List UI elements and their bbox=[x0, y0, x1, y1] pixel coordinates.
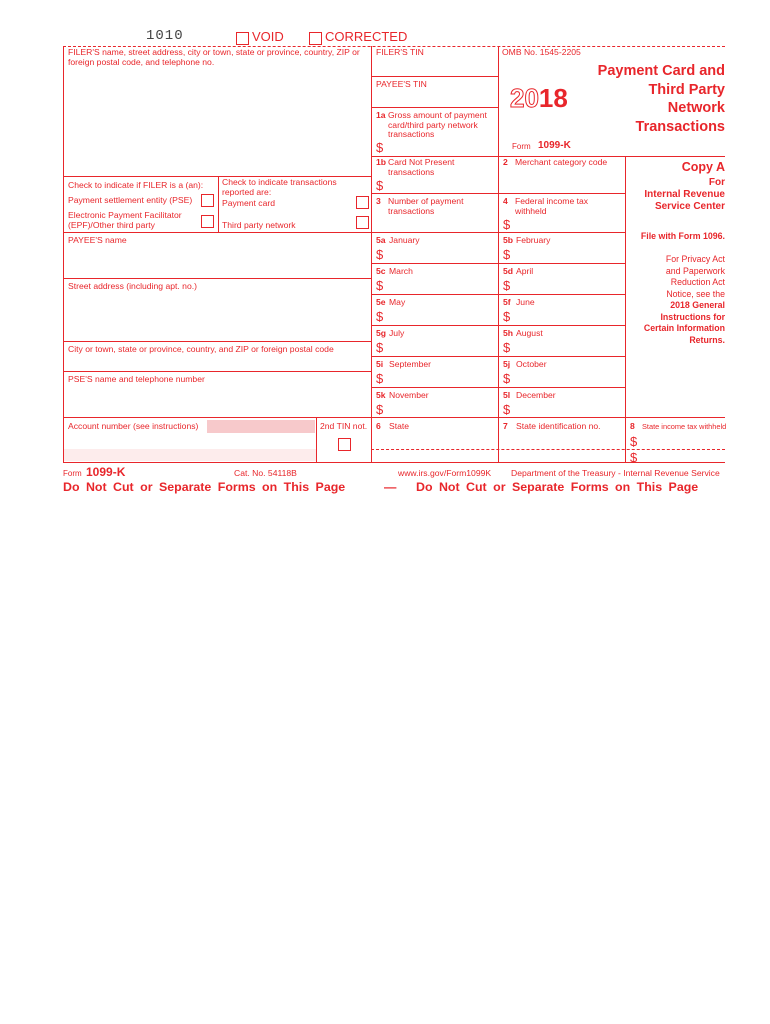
privacy-1: For Privacy Act bbox=[665, 254, 725, 264]
box-5g-number: 5g bbox=[376, 328, 387, 338]
box-5f-dollar: $ bbox=[503, 309, 511, 324]
box-5k-field[interactable] bbox=[388, 402, 496, 416]
box-1a-label: Gross amount of payment card/third party network transactions bbox=[388, 110, 487, 140]
account-number-underlay bbox=[64, 449, 316, 461]
box-7-number: 7 bbox=[503, 421, 508, 431]
footer-form-word: Form bbox=[63, 469, 82, 478]
title-line-1: Payment Card and bbox=[597, 63, 725, 79]
box-8-field[interactable] bbox=[642, 434, 724, 461]
box-1b-label: Card Not Present transactions bbox=[388, 157, 455, 177]
footer-form-name: 1099-K bbox=[86, 465, 126, 479]
box-5f-label: June bbox=[516, 297, 535, 307]
payee-name-field[interactable] bbox=[64, 247, 370, 277]
box-8-dollar-2: $ bbox=[630, 450, 638, 465]
box-5k-number: 5k bbox=[376, 390, 386, 400]
account-number-label: Account number (see instructions) bbox=[68, 421, 199, 431]
box-1b-field[interactable] bbox=[388, 178, 496, 192]
box-6-label: State bbox=[389, 421, 410, 431]
box-5l-field[interactable] bbox=[515, 402, 623, 416]
box-5g-label: July bbox=[389, 328, 405, 338]
privacy-2: and Paperwork bbox=[665, 265, 725, 276]
box-5a-label: January bbox=[389, 235, 420, 245]
box-5e-label: May bbox=[389, 297, 406, 307]
box-1a-dollar: $ bbox=[376, 140, 384, 155]
box-6-number: 6 bbox=[376, 421, 381, 431]
filer-name-label: FILER'S name, street address, city or town, state or province, country, ZIP or foreign postal code, and telephone no. bbox=[68, 47, 360, 67]
third-party-label: Third party network bbox=[222, 220, 296, 230]
filer-tin-field[interactable] bbox=[372, 58, 497, 75]
box-2-label: Merchant category code bbox=[515, 157, 608, 167]
payee-tin-field[interactable] bbox=[372, 90, 497, 106]
street-address-label: Street address (including apt. no.) bbox=[68, 281, 197, 291]
city-label: City or town, state or province, country, and ZIP or foreign postal code bbox=[68, 344, 334, 354]
box-5b-dollar: $ bbox=[503, 247, 511, 262]
box-5c-field[interactable] bbox=[388, 278, 496, 293]
box-5j-field[interactable] bbox=[515, 371, 623, 386]
box-4-dollar: $ bbox=[503, 217, 511, 232]
box-5h-field[interactable] bbox=[515, 340, 623, 355]
box-1b-dollar: $ bbox=[376, 178, 384, 193]
corrected-checkbox[interactable] bbox=[309, 32, 322, 45]
pse-label: Payment settlement entity (PSE) bbox=[68, 195, 193, 205]
void-label: VOID bbox=[252, 29, 284, 44]
box-4-label: Federal income tax withheld bbox=[515, 196, 589, 216]
box-5e-dollar: $ bbox=[376, 309, 384, 324]
box-5c-number: 5c bbox=[376, 266, 386, 276]
box-3-field[interactable] bbox=[372, 217, 497, 231]
box-5l-label: December bbox=[516, 390, 556, 400]
street-address-field[interactable] bbox=[64, 293, 370, 340]
box-4-field[interactable] bbox=[515, 217, 623, 231]
omb-form-word: Form bbox=[512, 142, 531, 151]
box-5c-label: March bbox=[389, 266, 413, 276]
tax-year-bold: 18 bbox=[538, 83, 568, 113]
privacy-8: Returns. bbox=[689, 334, 725, 345]
payee-name-label: PAYEE'S name bbox=[68, 235, 127, 245]
box-2-number: 2 bbox=[503, 157, 508, 167]
check-filer-label: Check to indicate if FILER is a (an): bbox=[68, 180, 204, 190]
box-5e-field[interactable] bbox=[388, 309, 496, 324]
cat-number: Cat. No. 54118B bbox=[234, 468, 297, 478]
box-7-field[interactable] bbox=[499, 434, 624, 461]
epf-checkbox[interactable] bbox=[201, 215, 214, 228]
corrected-label: CORRECTED bbox=[325, 29, 408, 44]
box-8-number: 8 bbox=[630, 421, 635, 431]
box-5i-number: 5i bbox=[376, 359, 384, 369]
copy-for: For bbox=[708, 177, 725, 188]
title-line-2: Third Party bbox=[648, 81, 725, 98]
irs-url: www.irs.gov/Form1099K bbox=[398, 468, 492, 478]
privacy-4: Notice, see the bbox=[666, 288, 725, 299]
box-6-field[interactable] bbox=[372, 434, 497, 461]
box-8-label: State income tax withheld bbox=[642, 422, 727, 431]
second-tin-label: 2nd TIN not. bbox=[320, 421, 368, 431]
box-8-dollar-1: $ bbox=[630, 434, 638, 449]
do-not-cut-left: Do Not Cut or Separate Forms on This Page bbox=[63, 480, 346, 494]
box-5g-dollar: $ bbox=[376, 340, 384, 355]
box-5g-field[interactable] bbox=[388, 340, 496, 355]
privacy-7: Certain Information bbox=[643, 323, 725, 333]
box-5h-dollar: $ bbox=[503, 340, 511, 355]
box-5d-field[interactable] bbox=[515, 278, 623, 293]
third-party-checkbox[interactable] bbox=[356, 216, 369, 229]
copy-irs-1: Internal Revenue bbox=[644, 189, 725, 200]
title-line-3: Network bbox=[667, 100, 725, 116]
copy-a-label: Copy A bbox=[681, 160, 725, 174]
box-4-number: 4 bbox=[503, 196, 508, 206]
check-transactions-label: Check to indicate transactions reported are: bbox=[222, 177, 337, 197]
box-5f-field[interactable] bbox=[515, 309, 623, 324]
box-1a-field[interactable] bbox=[388, 140, 496, 154]
box-5i-label: September bbox=[389, 359, 432, 369]
box-5b-label: February bbox=[516, 235, 551, 245]
box-5j-label: October bbox=[516, 359, 547, 369]
box-1a-number: 1a bbox=[376, 110, 386, 120]
box-5c-dollar: $ bbox=[376, 278, 384, 293]
box-5k-label: November bbox=[389, 390, 429, 400]
box-5e-number: 5e bbox=[376, 297, 386, 307]
box-5k-dollar: $ bbox=[376, 402, 384, 417]
second-tin-checkbox[interactable] bbox=[338, 438, 351, 451]
box-5i-dollar: $ bbox=[376, 371, 384, 386]
omb-form-name: 1099-K bbox=[538, 140, 571, 151]
account-number-field[interactable] bbox=[207, 420, 315, 433]
box-5h-label: August bbox=[516, 328, 543, 338]
void-checkbox[interactable] bbox=[236, 32, 249, 45]
city-field[interactable] bbox=[64, 356, 370, 370]
omb-number: OMB No. 1545-2205 bbox=[502, 47, 581, 57]
box-5j-dollar: $ bbox=[503, 371, 511, 386]
copy-irs-2: Service Center bbox=[654, 201, 725, 212]
box-3-number: 3 bbox=[376, 196, 381, 206]
do-not-cut-right: Do Not Cut or Separate Forms on This Page bbox=[416, 480, 699, 494]
privacy-6: Instructions for bbox=[660, 311, 725, 322]
payment-card-label: Payment card bbox=[222, 198, 276, 208]
box-3-label: Number of payment transactions bbox=[388, 196, 464, 216]
filer-tin-label: FILER'S TIN bbox=[376, 47, 424, 57]
pse-name-field[interactable] bbox=[64, 386, 370, 416]
form-code: 1010 bbox=[146, 28, 184, 44]
box-5a-field[interactable] bbox=[388, 247, 496, 262]
box-7-label: State identification no. bbox=[516, 421, 601, 431]
epf-label: Electronic Payment Facilitator (EPF)/Other third party bbox=[68, 210, 182, 230]
payee-tin-label: PAYEE'S TIN bbox=[376, 79, 427, 89]
box-5b-field[interactable] bbox=[515, 247, 623, 262]
box-5d-label: April bbox=[516, 266, 534, 276]
box-5f-number: 5f bbox=[503, 297, 511, 307]
box-5i-field[interactable] bbox=[388, 371, 496, 386]
tax-year-outline: 20 bbox=[510, 83, 539, 113]
box-5d-dollar: $ bbox=[503, 278, 511, 293]
title-line-4: Transactions bbox=[635, 118, 725, 135]
copy-a-panel bbox=[626, 160, 725, 346]
form-title bbox=[560, 62, 725, 136]
privacy-5: 2018 General bbox=[670, 300, 725, 310]
box-5a-dollar: $ bbox=[376, 247, 384, 262]
privacy-3: Reduction Act bbox=[670, 277, 725, 287]
box-5h-number: 5h bbox=[503, 328, 514, 338]
pse-checkbox[interactable] bbox=[201, 194, 214, 207]
box-5j-number: 5j bbox=[503, 359, 511, 369]
box-1b-number: 1b bbox=[376, 157, 387, 167]
box-5d-number: 5d bbox=[503, 266, 514, 276]
box-5l-number: 5l bbox=[503, 390, 511, 400]
pse-name-label: PSE'S name and telephone number bbox=[68, 374, 205, 384]
box-5l-dollar: $ bbox=[503, 402, 511, 417]
box-5b-number: 5b bbox=[503, 235, 514, 245]
payment-card-checkbox[interactable] bbox=[356, 196, 369, 209]
do-not-cut-dash: — bbox=[384, 480, 397, 494]
filer-name-field[interactable] bbox=[64, 72, 370, 175]
treasury-dept: Department of the Treasury - Internal Revenue Service bbox=[511, 468, 720, 478]
box-5a-number: 5a bbox=[376, 235, 386, 245]
file-with: File with Form 1096. bbox=[640, 231, 725, 241]
